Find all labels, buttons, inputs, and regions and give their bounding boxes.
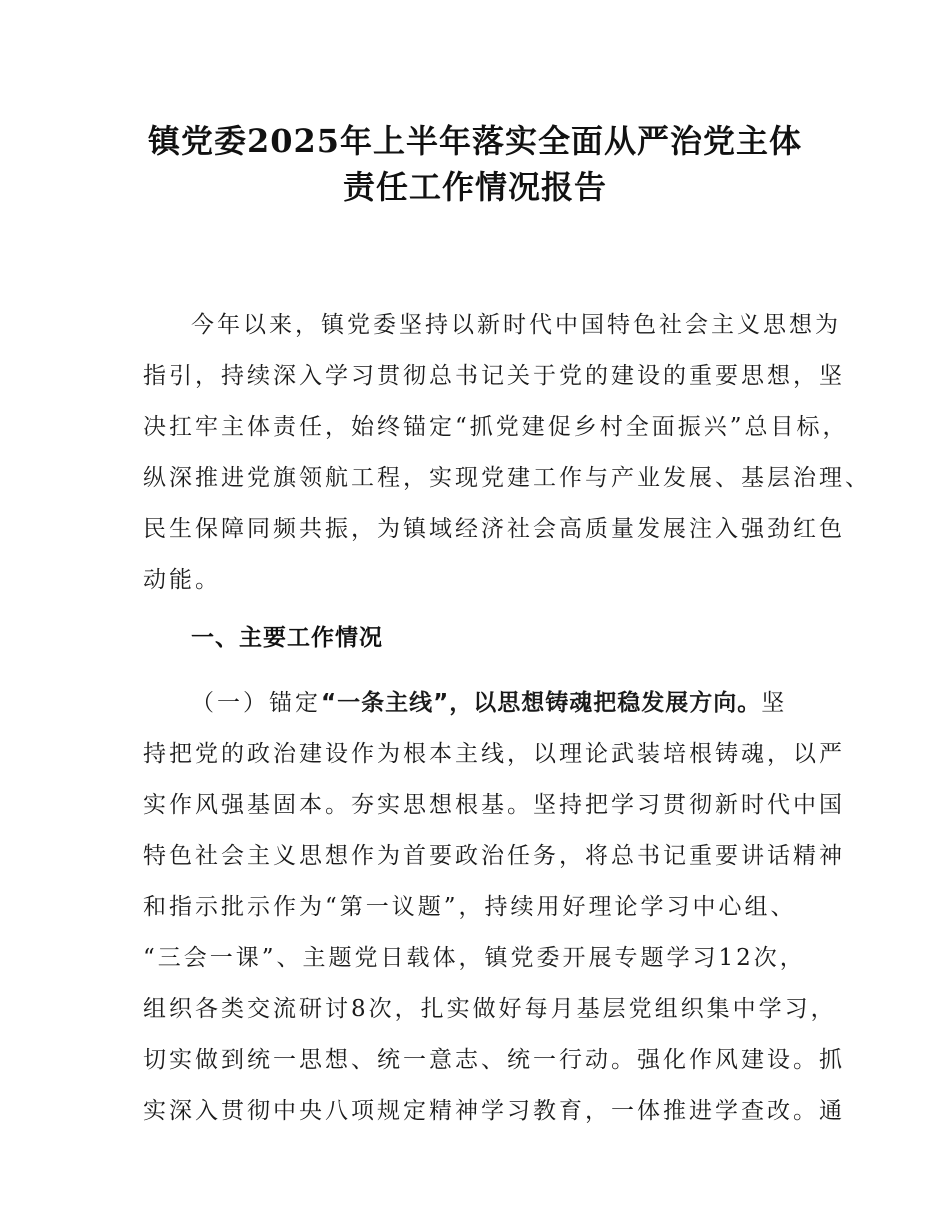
subsection-paragraph xyxy=(143,678,845,1137)
intro-line: 民生保障同频共振，为镇域经济社会高质量发展注入强劲红色 xyxy=(143,516,845,542)
body-line: 切实做到统一思想、统一意志、统一行动。强化作风建设。抓 xyxy=(143,1047,845,1073)
intro-line: 决扛牢主体责任，始终锚定“抓党建促乡村全面振兴”总目标， xyxy=(143,414,849,440)
body-line: 实作风强基固本。夯实思想根基。坚持把学习贯彻新时代中国 xyxy=(143,792,845,818)
body-line: 实深入贯彻中央八项规定精神学习教育，一体推进学查改。通 xyxy=(143,1098,845,1124)
body-line: 持把党的政治建设作为根本主线，以理论武装培根铸魂，以严 xyxy=(143,741,845,767)
intro-line: 纵深推进党旗领航工程，实现党建工作与产业发展、基层治理、 xyxy=(143,465,871,491)
subsection-bold-title: “一条主线”，以思想铸魂把稳发展方向。 xyxy=(321,690,762,716)
body-line: 和指示批示作为“第一议题”，持续用好理论学习中心组、 xyxy=(143,894,797,920)
intro-line: 动能。 xyxy=(143,567,221,593)
body-line: “三会一课”、主题党日载体，镇党委开展专题学习12次， xyxy=(143,945,806,971)
section-heading: 一、主要工作情况 xyxy=(191,625,383,651)
intro-line: 今年以来，镇党委坚持以新时代中国特色社会主义思想为 xyxy=(191,312,841,338)
intro-paragraph xyxy=(143,300,871,606)
subsection-first-line xyxy=(143,678,833,729)
subsection-prefix: （一）锚定 xyxy=(191,690,321,716)
document-title-line-1: 镇党委2025年上半年落实全面从严治党主体 xyxy=(147,122,803,160)
body-line: 特色社会主义思想作为首要政治任务，将总书记重要讲话精神 xyxy=(143,843,845,869)
intro-line: 指引，持续深入学习贯彻总书记关于党的建设的重要思想，坚 xyxy=(143,363,845,389)
body-line: 组织各类交流研讨8次，扎实做好每月基层党组织集中学习， xyxy=(143,996,837,1022)
document-title-line-2: 责任工作情况报告 xyxy=(342,168,607,206)
subsection-suffix: 坚 xyxy=(761,690,788,716)
